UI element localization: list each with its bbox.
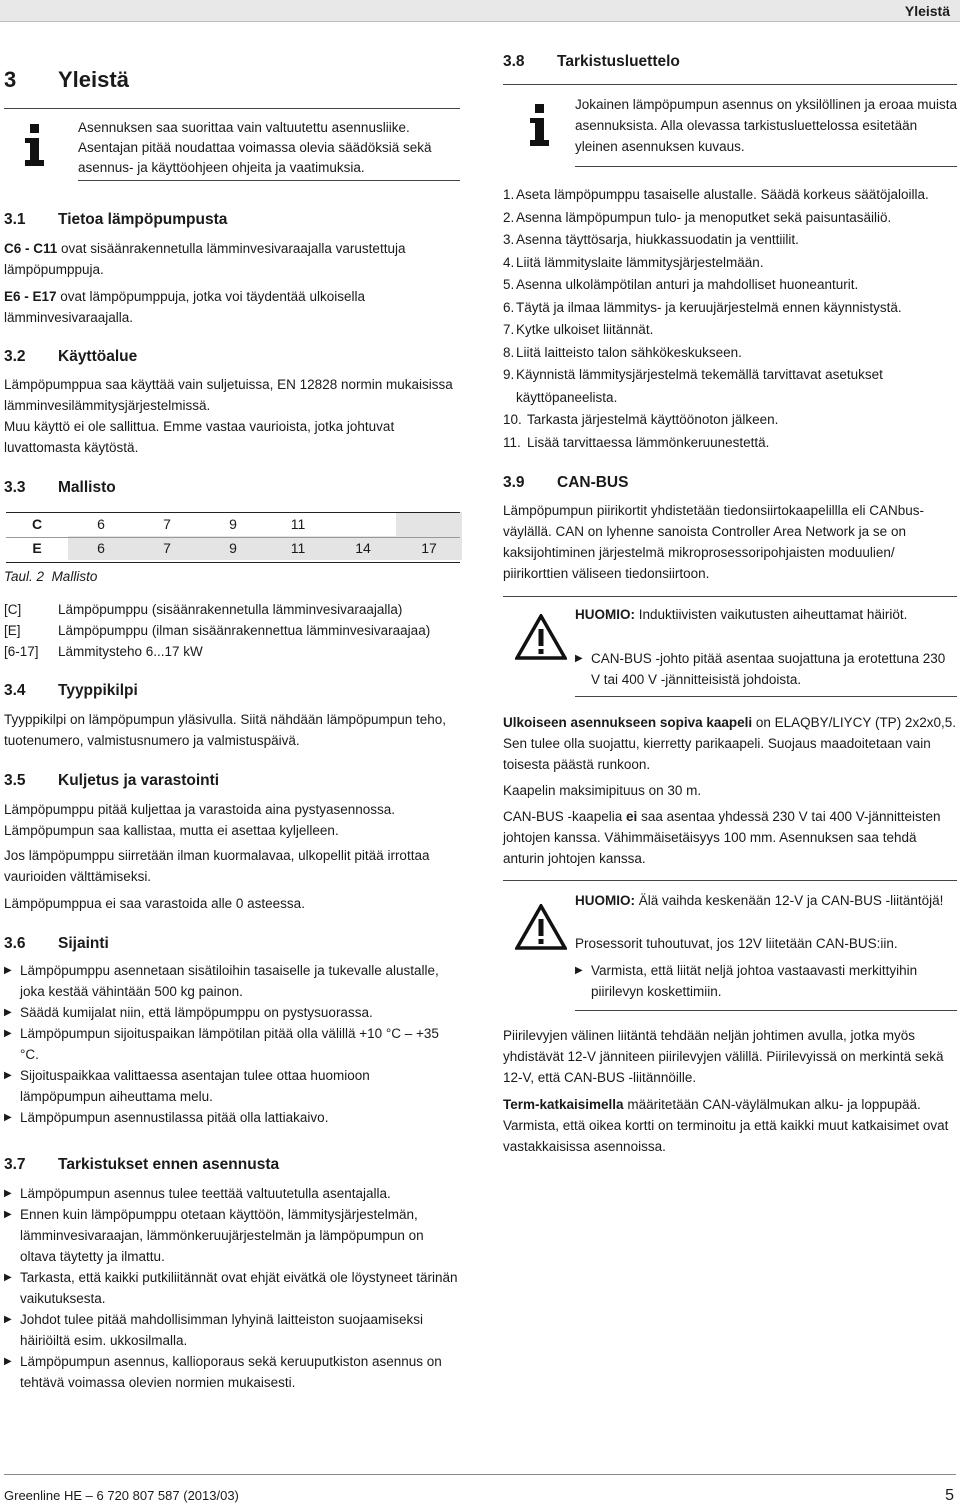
s34-paragraph: Tyyppikilpi on lämpöpumpun yläsivulla. Siitä nähdään lämpöpumpun teho, tuotenumero, valmistusnumero ja valmistuspäivä. xyxy=(4,712,447,748)
location-list xyxy=(4,960,444,1128)
checklist-item: 4. Liitä lämmityslaite lämmitysjärjestelmään. xyxy=(503,254,764,270)
section-heading-3-4: 3.4 Tyyppikilpi xyxy=(4,682,138,699)
list-item: ▶ Säädä kumijalat niin, että lämpöpumppu on pystysuorassa. xyxy=(4,1002,444,1023)
list-item: ▶ Lämpöpumppu asennetaan sisätiloihin tasaiselle ja tukevalle alustalle, joka kestää vähintään 500 kg painon. xyxy=(4,960,444,1002)
warning-2-list xyxy=(575,960,957,1002)
s39-paragraph-6: Term-katkaisimella määritetään CAN-väylälmukan alku- ja loppupää. Varmista, että oikea kortti on terminoitu ja että kaikki muut katkaisimet ovat vastakkaisissa asennoissa. xyxy=(503,1097,949,1154)
warning-icon xyxy=(515,904,567,950)
section-heading-3-9: 3.9 CAN-BUS xyxy=(503,474,629,491)
checklist-item: 8. Liitä laitteisto talon sähkökeskukseen. xyxy=(503,344,742,360)
table-cell: 11 xyxy=(266,536,330,560)
table-cell: 7 xyxy=(134,536,200,560)
checklist-item: 3. Asenna täyttösarja, hiukkassuodatin ja venttiilit. xyxy=(503,232,799,247)
s35-paragraph-1: Lämpöpumppu pitää kuljettaa ja varastoida aina pystyasennossa. Lämpöpumpun saa kallistaa, mutta ei asettaa kyljelleen. xyxy=(4,802,395,838)
s32-paragraph-2: Muu käyttö ei ole sallittua. Emme vastaa vaurioista, jotka johtuvat luvattomasta käytöstä. xyxy=(4,419,395,455)
divider xyxy=(575,696,957,697)
model-row-e xyxy=(6,536,462,560)
row-label: C xyxy=(31,515,43,532)
s39-paragraph-3: Kaapelin maksimipituus on 30 m. xyxy=(503,783,702,798)
legend-item xyxy=(4,641,460,662)
info-notice-text: Asennuksen saa suorittaa vain valtuutettu asennusliike. Asentajan pitää noudattaa voimassa olevia säädöksiä sekä asennus- ja käyttöohjeen ohjeita ja vaatimuksia. xyxy=(78,120,432,175)
divider xyxy=(78,180,460,181)
warning-1-text: HUOMIO: Induktiivisten vaikutusten aiheuttamat häiriöt. xyxy=(575,607,908,622)
s31-paragraph-2: E6 - E17 ovat lämpöpumppuja, jotka voi täydentää ulkoisella lämminvesivaraajalla. xyxy=(4,289,365,325)
divider xyxy=(4,108,460,109)
section-heading-3-7: 3.7 Tarkistukset ennen asennusta xyxy=(4,1156,280,1173)
list-item: ▶ Varmista, että liität neljä johtoa vastaavasti merkittyihin piirilevyn koskettimiin. xyxy=(575,960,957,1002)
section-heading-3-2: 3.2 Käyttöalue xyxy=(4,348,138,365)
table-cell: 17 xyxy=(396,536,462,560)
checklist-item: 11. Lisää tarvittaessa lämmönkeruunestettä. xyxy=(503,434,770,450)
divider xyxy=(503,880,957,881)
checklist xyxy=(503,184,957,454)
legend-value: Lämpöpumppu (sisäänrakennetulla lämminvesivaraajalla) xyxy=(58,602,403,617)
table-rule xyxy=(6,562,460,563)
row-label: E xyxy=(32,539,42,556)
section-heading-3-6: 3.6 Sijainti xyxy=(4,935,109,952)
checklist-item: 6. Täytä ja ilmaa lämmitys- ja keruujärjestelmä ennen käynnistystä. xyxy=(503,299,902,315)
list-item: ▶ Lämpöpumpun asennustilassa pitää olla lattiakaivo. xyxy=(4,1107,444,1128)
table-cell: 11 xyxy=(290,515,306,532)
chapter-heading xyxy=(4,66,129,94)
footer-doc-id: Greenline HE – 6 720 807 587 (2013/03) xyxy=(4,1488,239,1503)
table-cell xyxy=(396,512,462,536)
chapter-title: Yleistä xyxy=(58,67,129,92)
section-heading-3-3: 3.3 Mallisto xyxy=(4,479,116,496)
list-item: ▶ Johdot tulee pitää mahdollisimman lyhyinä laitteiston suojaamiseksi häiriöiltä esim. ukkosilmalla. xyxy=(4,1309,460,1351)
warning-2-text: HUOMIO: Älä vaihda keskenään 12-V ja CAN-BUS -liitäntöjä! xyxy=(575,893,944,908)
legend-value: Lämpöpumppu (ilman sisäänrakennettua lämminvesivaraajaa) xyxy=(58,623,431,638)
list-item: ▶ Tarkasta, että kaikki putkiliitännät ovat ehjät eivätkä ole löystyneet tärinän vaikutuksesta. xyxy=(4,1267,460,1309)
divider xyxy=(503,84,957,85)
footer-rule xyxy=(4,1474,956,1475)
running-header xyxy=(0,0,960,22)
checklist-item: 9. Käynnistä lämmitysjärjestelmä tekemällä tarvittavat asetukset käyttöpaneelista. xyxy=(503,367,883,405)
warning-icon xyxy=(515,614,567,660)
table-cell: 14 xyxy=(330,536,396,560)
legend-key: [C] xyxy=(4,602,22,617)
info-icon xyxy=(523,104,557,146)
s39-paragraph-4: CAN-BUS -kaapelia ei saa asentaa yhdessä 230 V tai 400 V-jännitteisten johtojen kanssa. Vähimmäisetäisyys 100 mm. Asennuksen saa tehdä anturin johtojen kanssa. xyxy=(503,809,941,866)
checklist-item: 5. Asenna ulkolämpötilan anturi ja mahdolliset huoneanturit. xyxy=(503,277,859,292)
section-heading-3-1: 3.1 Tietoa lämpöpumpusta xyxy=(4,211,228,228)
s39-paragraph-1: Lämpöpumpun piirikortit yhdistetään tiedonsiirtokaapelillla eli CANbus-väylällä. CAN on lyhenne sanoista Controller Area Network ja se on kaksijohtiminen järjestelmä mikroprosessoripohjaisten moduulien/ piirikorttien väliseen tiedonsiirtoon. xyxy=(503,503,924,581)
divider xyxy=(503,596,957,597)
s35-paragraph-3: Lämpöpumppua ei saa varastoida alle 0 asteessa. xyxy=(4,896,305,911)
table-cell: 6 xyxy=(97,515,105,532)
table-cell: 7 xyxy=(163,515,171,532)
chapter-number: 3 xyxy=(4,67,17,92)
model-table xyxy=(6,512,462,560)
model-row-c xyxy=(6,512,462,536)
section-heading-3-8: 3.8 Tarkistusluettelo xyxy=(503,53,680,70)
legend-key: [6-17] xyxy=(4,644,39,659)
list-item: ▶ Lämpöpumpun asennus, kallioporaus sekä keruuputkiston asennus on tehtävä voimassa olevien normien mukaisesti. xyxy=(4,1351,460,1393)
s35-paragraph-2: Jos lämpöpumppu siirretään ilman kuormalavaa, ulkopellit pitää irrottaa vaurioiden välttämiseksi. xyxy=(4,848,430,884)
legend-item xyxy=(4,620,460,641)
list-item: ▶ Lämpöpumpun sijoituspaikan lämpötilan pitää olla välillä +10 °C – +35 °C. xyxy=(4,1023,444,1065)
legend-item xyxy=(4,599,460,620)
table-rule xyxy=(6,537,460,538)
warning-2-line: Prosessorit tuhoutuvat, jos 12V liitetään CAN-BUS:iin. xyxy=(575,936,898,951)
s39-paragraph-5: Piirilevyjen välinen liitäntä tehdään neljän johtimen avulla, jotka myös yhdistävät 12-V jänniteen piirilevyjen välillä. Piirilevyissä on merkintä sekä 12-V, että CAN-BUS -liitännöille. xyxy=(503,1028,944,1085)
divider xyxy=(575,166,957,167)
table-rule xyxy=(6,512,460,513)
table-cell: 9 xyxy=(200,536,266,560)
table-cell xyxy=(330,512,396,536)
page-number: 5 xyxy=(945,1487,954,1504)
warning-1-list xyxy=(575,648,957,690)
s31-paragraph-1: C6 - C11 ovat sisäänrakennetulla lämminvesivaraajalla varustettuja lämpöpumppuja. xyxy=(4,241,406,277)
table-caption: Taul. 2 Mallisto xyxy=(4,569,98,584)
checklist-item: 10. Tarkasta järjestelmä käyttöönoton jälkeen. xyxy=(503,412,779,427)
table-cell: 9 xyxy=(229,515,237,532)
section-heading-3-5: 3.5 Kuljetus ja varastointi xyxy=(4,772,220,789)
list-item: ▶ CAN-BUS -johto pitää asentaa suojattuna ja erotettuna 230 V tai 400 V -jännitteisistä johdoista. xyxy=(575,648,957,690)
list-item: ▶ Sijoituspaikkaa valittaessa asentajan tulee ottaa huomioon lämpöpumpun aiheuttama melu. xyxy=(4,1065,444,1107)
pre-install-checks-list xyxy=(4,1183,460,1393)
info-icon xyxy=(18,124,52,166)
divider xyxy=(575,1010,957,1011)
checklist-item: 2. Asenna lämpöpumpun tulo- ja menoputket sekä paisuntasäiliö. xyxy=(503,209,892,225)
s39-paragraph-2: Ulkoiseen asennukseen sopiva kaapeli on ELAQBY/LIYCY (TP) 2x2x0,5. Sen tulee olla suojattu, kierretty parikaapeli. Suojaus maadoitetaan vain toisesta päästä runkoon. xyxy=(503,715,956,772)
legend-value: Lämmitysteho 6...17 kW xyxy=(58,644,203,659)
info-notice-text: Jokainen lämpöpumpun asennus on yksilöllinen ja eroaa muista asennuksista. Alla olevassa tarkistusluettelossa esitetään yleinen asennuksen kuvaus. xyxy=(575,97,957,154)
checklist-item: 1. Aseta lämpöpumppu tasaiselle alustalle. Säädä korkeus säätöjaloilla. xyxy=(503,187,929,202)
list-item: ▶ Ennen kuin lämpöpumppu otetaan käyttöön, lämmitysjärjestelmän, lämminvesivaraajan, lämmönkeruujärjestelmän ja lämpöpumpun on oltava täytetty ja ilmattu. xyxy=(4,1204,460,1267)
list-item: ▶ Lämpöpumpun asennus tulee teettää valtuutetulla asentajalla. xyxy=(4,1183,460,1204)
running-title: Yleistä xyxy=(904,3,950,19)
s32-paragraph-1: Lämpöpumppua saa käyttää vain suljetuissa, EN 12828 normin mukaisissa lämminvesilämmitysjärjestelmissä. xyxy=(4,377,453,413)
table-cell: 6 xyxy=(68,536,134,560)
checklist-item: 7. Kytke ulkoiset liitännät. xyxy=(503,322,654,337)
legend-key: [E] xyxy=(4,623,21,638)
